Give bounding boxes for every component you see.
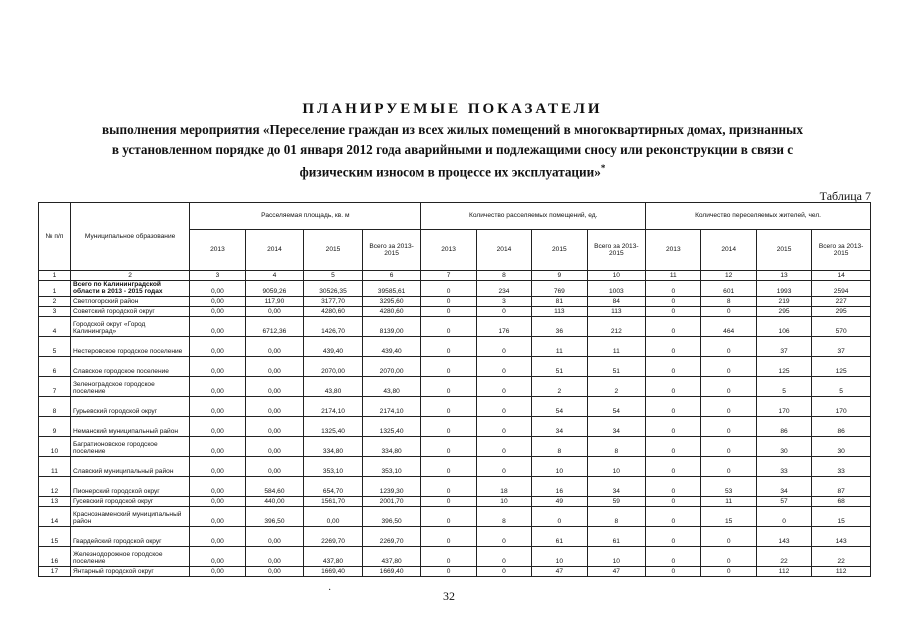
value-cell: 0	[476, 456, 531, 476]
header-2013: 2013	[421, 230, 476, 271]
page-title: ПЛАНИРУЕМЫЕ ПОКАЗАТЕЛИ	[302, 101, 603, 117]
value-cell: 143	[756, 526, 811, 546]
value-cell: 0	[421, 476, 476, 496]
value-cell: 0,00	[190, 316, 245, 336]
value-cell: 0,00	[190, 416, 245, 436]
value-cell: 4280,60	[304, 306, 363, 316]
header-num: № п/п	[39, 203, 71, 271]
value-cell: 219	[756, 296, 811, 306]
value-cell: 0,00	[190, 506, 245, 526]
value-cell: 1561,70	[304, 496, 363, 506]
value-cell: 8	[587, 436, 646, 456]
value-cell: 0	[701, 416, 756, 436]
value-cell: 2269,70	[304, 526, 363, 546]
value-cell: 334,80	[304, 436, 363, 456]
value-cell: 0	[646, 316, 701, 336]
value-cell: 10	[532, 456, 587, 476]
value-cell: 0,00	[190, 476, 245, 496]
value-cell: 34	[587, 476, 646, 496]
header-2015: 2015	[304, 230, 363, 271]
value-cell: 227	[812, 296, 871, 306]
value-cell: 0	[701, 376, 756, 396]
column-number: 1	[39, 271, 71, 281]
table-row	[39, 506, 871, 526]
value-cell: 1003	[587, 281, 646, 297]
subtitle-text: выполнения мероприятия «Переселение граждан из всех жилых помещений в многоквартирных домах, признанных в установленном порядке до 01 января 2012 года аварийными и подлежащими сносу или реконструкции в связи с физическим износом в процессе их эксплуатации»	[102, 122, 803, 180]
value-cell: 54	[532, 396, 587, 416]
value-cell: 2070,00	[304, 356, 363, 376]
value-cell: 10	[587, 456, 646, 476]
value-cell: 0	[476, 306, 531, 316]
municipality-name: Советский городской округ	[70, 306, 189, 316]
table-row	[39, 416, 871, 436]
value-cell: 125	[756, 356, 811, 376]
table-row	[39, 456, 871, 476]
value-cell: 353,10	[304, 456, 363, 476]
value-cell: 8	[532, 436, 587, 456]
value-cell: 212	[587, 316, 646, 336]
value-cell: 9059,26	[245, 281, 304, 297]
value-cell: 0	[646, 396, 701, 416]
value-cell: 5	[812, 376, 871, 396]
row-number: 8	[39, 396, 71, 416]
value-cell: 0	[701, 566, 756, 576]
value-cell: 0	[646, 336, 701, 356]
value-cell: 34	[587, 416, 646, 436]
value-cell: 43,80	[362, 376, 421, 396]
municipality-name: Гусевский городской округ	[70, 496, 189, 506]
value-cell: 84	[587, 296, 646, 306]
value-cell: 1669,40	[304, 566, 363, 576]
municipality-name: Славский муниципальный район	[70, 456, 189, 476]
value-cell: 0	[421, 356, 476, 376]
table-row	[39, 296, 871, 306]
value-cell: 0,00	[245, 456, 304, 476]
value-cell: 2174,10	[362, 396, 421, 416]
value-cell: 0	[421, 546, 476, 566]
value-cell: 0	[646, 566, 701, 576]
column-number: 3	[190, 271, 245, 281]
column-number: 6	[362, 271, 421, 281]
value-cell: 18	[476, 476, 531, 496]
value-cell: 0,00	[190, 496, 245, 506]
value-cell: 86	[812, 416, 871, 436]
value-cell: 295	[812, 306, 871, 316]
value-cell: 37	[812, 336, 871, 356]
value-cell: 0,00	[245, 356, 304, 376]
value-cell: 0	[701, 436, 756, 456]
value-cell: 53	[701, 476, 756, 496]
value-cell: 0	[646, 296, 701, 306]
value-cell: 143	[812, 526, 871, 546]
value-cell: 0	[476, 336, 531, 356]
value-cell: 0,00	[190, 336, 245, 356]
value-cell: 396,50	[245, 506, 304, 526]
value-cell: 68	[812, 496, 871, 506]
value-cell: 0	[646, 416, 701, 436]
row-number: 5	[39, 336, 71, 356]
value-cell: 0	[421, 396, 476, 416]
column-number: 8	[476, 271, 531, 281]
header-2013: 2013	[646, 230, 701, 271]
header-row-groups	[39, 203, 871, 230]
value-cell: 0	[421, 496, 476, 506]
value-cell: 654,70	[304, 476, 363, 496]
value-cell: 0	[701, 456, 756, 476]
value-cell: 0	[646, 306, 701, 316]
column-number: 14	[812, 271, 871, 281]
row-number: 14	[39, 506, 71, 526]
row-number: 6	[39, 356, 71, 376]
value-cell: 113	[587, 306, 646, 316]
value-cell: 0	[701, 306, 756, 316]
value-cell: 1239,30	[362, 476, 421, 496]
value-cell: 37	[756, 336, 811, 356]
value-cell: 112	[812, 566, 871, 576]
value-cell: 0	[701, 356, 756, 376]
value-cell: 1993	[756, 281, 811, 297]
municipality-name: Янтарный городской округ	[70, 566, 189, 576]
value-cell: 2070,00	[362, 356, 421, 376]
column-number: 10	[587, 271, 646, 281]
table-row	[39, 496, 871, 506]
row-number: 16	[39, 546, 71, 566]
row-number: 12	[39, 476, 71, 496]
value-cell: 0	[646, 526, 701, 546]
column-number: 13	[756, 271, 811, 281]
value-cell: 47	[587, 566, 646, 576]
table-row	[39, 316, 871, 336]
table-row	[39, 476, 871, 496]
value-cell: 0,00	[304, 506, 363, 526]
value-cell: 59	[587, 496, 646, 506]
value-cell: 0	[421, 416, 476, 436]
value-cell: 8	[587, 506, 646, 526]
municipality-name: Нестеровское городское поселение	[70, 336, 189, 356]
value-cell: 0	[421, 526, 476, 546]
column-number: 2	[70, 271, 189, 281]
value-cell: 0	[421, 296, 476, 306]
value-cell: 8	[476, 506, 531, 526]
value-cell: 86	[756, 416, 811, 436]
value-cell: 10	[476, 496, 531, 506]
value-cell: 0	[532, 506, 587, 526]
value-cell: 0	[646, 506, 701, 526]
header-municipality: Муниципальное образование	[70, 203, 189, 271]
value-cell: 2	[587, 376, 646, 396]
table-label: Таблица 7	[819, 189, 871, 203]
value-cell: 0	[421, 316, 476, 336]
value-cell: 170	[756, 396, 811, 416]
value-cell: 0,00	[190, 396, 245, 416]
value-cell: 61	[532, 526, 587, 546]
value-cell: 437,80	[304, 546, 363, 566]
value-cell: 16	[532, 476, 587, 496]
value-cell: 0	[421, 436, 476, 456]
row-number: 4	[39, 316, 71, 336]
column-number: 12	[701, 271, 756, 281]
municipality-name: Славское городское поселение	[70, 356, 189, 376]
column-number: 9	[532, 271, 587, 281]
value-cell: 601	[701, 281, 756, 297]
table-row	[39, 336, 871, 356]
value-cell: 0	[421, 456, 476, 476]
value-cell: 8	[701, 296, 756, 306]
value-cell: 0,00	[190, 546, 245, 566]
header-2014: 2014	[701, 230, 756, 271]
table-row	[39, 356, 871, 376]
header-2014: 2014	[245, 230, 304, 271]
value-cell: 0	[701, 396, 756, 416]
row-number: 15	[39, 526, 71, 546]
table-row	[39, 281, 871, 297]
value-cell: 2001,70	[362, 496, 421, 506]
value-cell: 81	[532, 296, 587, 306]
value-cell: 106	[756, 316, 811, 336]
value-cell: 0	[476, 396, 531, 416]
value-cell: 8139,00	[362, 316, 421, 336]
value-cell: 49	[532, 496, 587, 506]
value-cell: 36	[532, 316, 587, 336]
value-cell: 0,00	[190, 526, 245, 546]
value-cell: 117,90	[245, 296, 304, 306]
value-cell: 0,00	[190, 456, 245, 476]
value-cell: 0	[421, 336, 476, 356]
value-cell: 0,00	[245, 336, 304, 356]
row-number: 2	[39, 296, 71, 306]
value-cell: 43,80	[304, 376, 363, 396]
value-cell: 0	[476, 546, 531, 566]
value-cell: 112	[756, 566, 811, 576]
table-row	[39, 396, 871, 416]
value-cell: 30526,35	[304, 281, 363, 297]
table-row	[39, 306, 871, 316]
value-cell: 22	[812, 546, 871, 566]
value-cell: 0	[646, 546, 701, 566]
municipality-name: Неманский муниципальный район	[70, 416, 189, 436]
value-cell: 353,10	[362, 456, 421, 476]
value-cell: 2594	[812, 281, 871, 297]
indicators-table	[38, 202, 871, 577]
value-cell: 0	[476, 356, 531, 376]
value-cell: 33	[812, 456, 871, 476]
header-total: Всего за 2013-2015	[812, 230, 871, 271]
municipality-name: Железнодорожное городское поселение	[70, 546, 189, 566]
value-cell: 439,40	[362, 336, 421, 356]
row-number: 17	[39, 566, 71, 576]
value-cell: 2269,70	[362, 526, 421, 546]
value-cell: 0,00	[245, 396, 304, 416]
value-cell: 0,00	[190, 296, 245, 306]
value-cell: 125	[812, 356, 871, 376]
value-cell: 39585,61	[362, 281, 421, 297]
row-number: 1	[39, 281, 71, 297]
value-cell: 0	[756, 506, 811, 526]
value-cell: 11	[587, 336, 646, 356]
header-2013: 2013	[190, 230, 245, 271]
value-cell: 30	[756, 436, 811, 456]
value-cell: 4280,60	[362, 306, 421, 316]
value-cell: 0,00	[245, 416, 304, 436]
header-2014: 2014	[476, 230, 531, 271]
value-cell: 0	[646, 476, 701, 496]
column-number: 5	[304, 271, 363, 281]
header-group-residents: Количество переселяемых жителей, чел.	[646, 203, 871, 230]
value-cell: 334,80	[362, 436, 421, 456]
municipality-name: Всего по Калининградской области в 2013 - 2015 годах	[70, 281, 189, 297]
header-total: Всего за 2013-2015	[362, 230, 421, 271]
value-cell: 0,00	[245, 306, 304, 316]
value-cell: 33	[756, 456, 811, 476]
value-cell: 15	[812, 506, 871, 526]
column-number: 7	[421, 271, 476, 281]
column-number-row	[39, 271, 871, 281]
table-row	[39, 436, 871, 456]
row-number: 9	[39, 416, 71, 436]
value-cell: 51	[532, 356, 587, 376]
value-cell: 34	[532, 416, 587, 436]
table-row	[39, 526, 871, 546]
municipality-name: Городской округ «Город Калининград»	[70, 316, 189, 336]
value-cell: 0,00	[190, 356, 245, 376]
value-cell: 11	[532, 336, 587, 356]
value-cell: 295	[756, 306, 811, 316]
value-cell: 30	[812, 436, 871, 456]
value-cell: 0	[476, 526, 531, 546]
value-cell: 10	[587, 546, 646, 566]
value-cell: 0	[421, 306, 476, 316]
value-cell: 234	[476, 281, 531, 297]
value-cell: 113	[532, 306, 587, 316]
value-cell: 3295,60	[362, 296, 421, 306]
value-cell: 5	[756, 376, 811, 396]
value-cell: 34	[756, 476, 811, 496]
value-cell: 0,00	[190, 376, 245, 396]
value-cell: 0	[646, 436, 701, 456]
value-cell: 1669,40	[362, 566, 421, 576]
header-group-area: Расселяемая площадь, кв. м	[190, 203, 421, 230]
value-cell: 51	[587, 356, 646, 376]
value-cell: 1325,40	[304, 416, 363, 436]
municipality-name: Светлогорский район	[70, 296, 189, 306]
value-cell: 0	[646, 496, 701, 506]
value-cell: 0	[476, 436, 531, 456]
municipality-name: Краснознаменский муниципальный район	[70, 506, 189, 526]
row-number: 11	[39, 456, 71, 476]
value-cell: 0	[646, 376, 701, 396]
value-cell: 0,00	[245, 526, 304, 546]
value-cell: 2	[532, 376, 587, 396]
page-subtitle	[100, 120, 805, 182]
value-cell: 0	[646, 356, 701, 376]
value-cell: 464	[701, 316, 756, 336]
value-cell: 584,60	[245, 476, 304, 496]
value-cell: 3	[476, 296, 531, 306]
column-number: 11	[646, 271, 701, 281]
value-cell: 170	[812, 396, 871, 416]
value-cell: 54	[587, 396, 646, 416]
value-cell: 396,50	[362, 506, 421, 526]
value-cell: 437,80	[362, 546, 421, 566]
value-cell: 61	[587, 526, 646, 546]
value-cell: 0	[646, 456, 701, 476]
value-cell: 0	[476, 566, 531, 576]
value-cell: 87	[812, 476, 871, 496]
value-cell: 0	[476, 376, 531, 396]
header-group-rooms: Количество расселяемых помещений, ед.	[421, 203, 646, 230]
value-cell: 440,00	[245, 496, 304, 506]
column-number: 4	[245, 271, 304, 281]
value-cell: 3177,70	[304, 296, 363, 306]
row-number: 7	[39, 376, 71, 396]
stray-mark: ·	[328, 585, 332, 596]
value-cell: 176	[476, 316, 531, 336]
value-cell: 0	[421, 506, 476, 526]
municipality-name: Гурьевский городской округ	[70, 396, 189, 416]
value-cell: 11	[701, 496, 756, 506]
row-number: 10	[39, 436, 71, 456]
footnote-mark: *	[600, 163, 606, 173]
value-cell: 0	[701, 336, 756, 356]
table-row	[39, 546, 871, 566]
row-number: 3	[39, 306, 71, 316]
value-cell: 0,00	[245, 566, 304, 576]
table-row	[39, 376, 871, 396]
table-body	[39, 271, 871, 577]
header-total: Всего за 2013-2015	[587, 230, 646, 271]
value-cell: 0	[701, 546, 756, 566]
value-cell: 1426,70	[304, 316, 363, 336]
value-cell: 0,00	[190, 306, 245, 316]
value-cell: 6712,36	[245, 316, 304, 336]
value-cell: 22	[756, 546, 811, 566]
row-number: 13	[39, 496, 71, 506]
municipality-name: Багратионовское городское поселение	[70, 436, 189, 456]
value-cell: 570	[812, 316, 871, 336]
header-2015: 2015	[532, 230, 587, 271]
value-cell: 0,00	[245, 436, 304, 456]
value-cell: 1325,40	[362, 416, 421, 436]
value-cell: 769	[532, 281, 587, 297]
table-row	[39, 566, 871, 576]
value-cell: 0	[701, 526, 756, 546]
value-cell: 0,00	[245, 376, 304, 396]
value-cell: 0,00	[190, 281, 245, 297]
value-cell: 0	[421, 376, 476, 396]
page-number: 32	[443, 589, 455, 603]
value-cell: 0,00	[190, 566, 245, 576]
value-cell: 15	[701, 506, 756, 526]
value-cell: 0	[646, 281, 701, 297]
header-2015: 2015	[756, 230, 811, 271]
value-cell: 0	[421, 281, 476, 297]
value-cell: 10	[532, 546, 587, 566]
value-cell: 439,40	[304, 336, 363, 356]
value-cell: 2174,10	[304, 396, 363, 416]
municipality-name: Гвардейский городской округ	[70, 526, 189, 546]
value-cell: 0	[476, 416, 531, 436]
value-cell: 0	[421, 566, 476, 576]
municipality-name: Зеленоградское городское поселение	[70, 376, 189, 396]
value-cell: 0,00	[245, 546, 304, 566]
value-cell: 57	[756, 496, 811, 506]
municipality-name: Пионерский городской округ	[70, 476, 189, 496]
value-cell: 47	[532, 566, 587, 576]
value-cell: 0,00	[190, 436, 245, 456]
